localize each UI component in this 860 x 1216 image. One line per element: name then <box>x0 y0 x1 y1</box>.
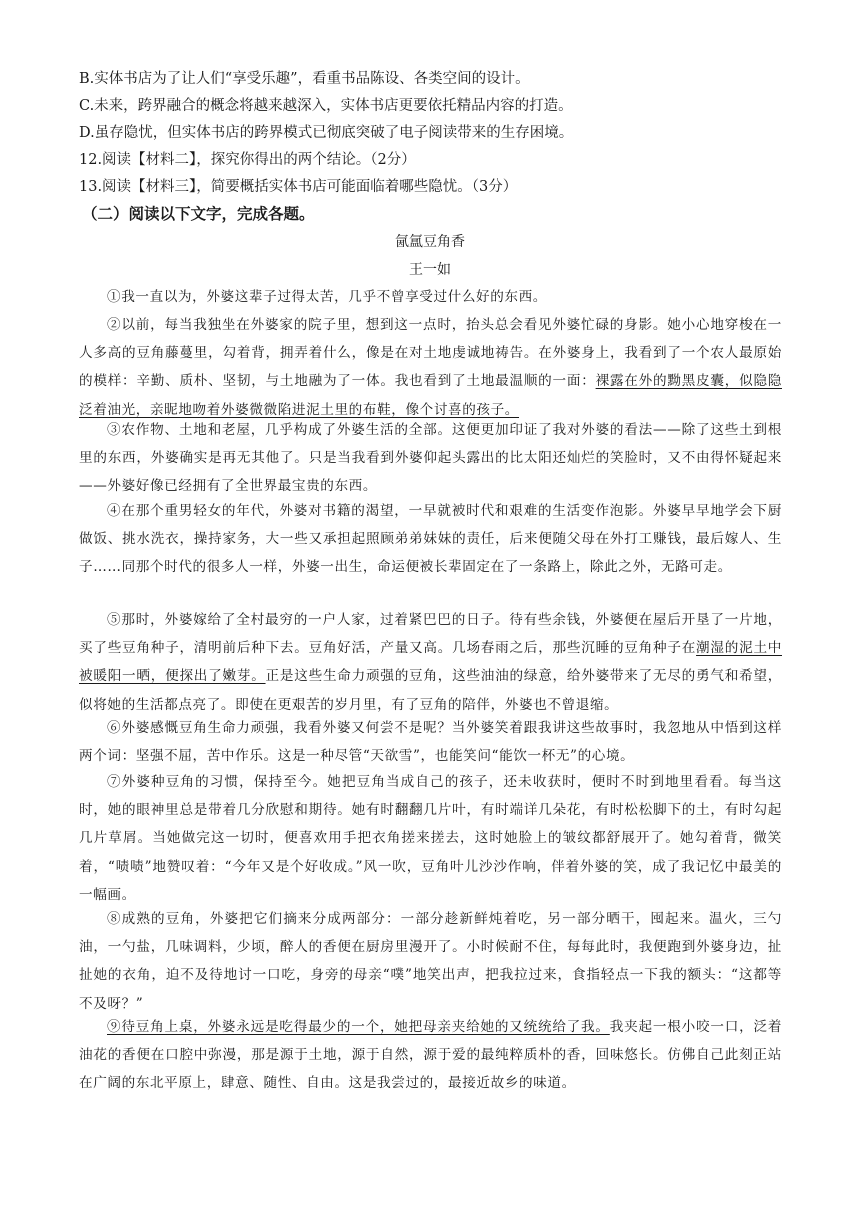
paragraph-2 <box>79 311 782 424</box>
paragraph-3: ③农作物、土地和老屋，几乎构成了外婆生活的全部。这便更加印证了我对外婆的看法——除了这些土到根里的东西，外婆确实是再无其他了。只是当我看到外婆仰起头露出的比太阳还灿烂的笑脸时，又不由得怀疑起来——外婆好像已经拥有了全世界最宝贵的东西。 <box>79 422 782 495</box>
paragraph-5-underlined: 潮湿的泥土中被暖阳一晒，便探出了嫩芽。 <box>79 640 782 685</box>
paragraph-6: ⑥外婆感慨豆角生命力顽强，我看外婆又何尝不是呢？当外婆笑着跟我讲这些故事时，我忽地从中悟到这样两个词：坚强不屈，苦中作乐。这是一种尽管“天欲雪”，也能笑问“能饮一杯无”的心境。 <box>79 720 782 765</box>
paragraph-9-text: 我夹起一根小咬一口，泛着油花的香便在口腔中弥漫，那是源于土地，源于自然，源于爱的最纯粹质朴的香，回味悠长。仿佛自己此刻正站在广阔的东北平原上，肆意、随性、自由。这是我尝过的，最接近故乡的味道。 <box>79 1019 783 1092</box>
article-title: 氤氲豆角香 <box>395 234 465 250</box>
option-d: D.虽存隐忧，但实体书店的跨界模式已彻底突破了电子阅读带来的生存困境。 <box>79 125 574 141</box>
section-heading: （二）阅读以下文字，完成各题。 <box>82 205 315 223</box>
paragraph-5-text-b: 正是这些生命力顽强的豆角，这些油油的绿意，给外婆带来了无尽的勇气和希望，似将她的生活都点亮了。即使在更艰苦的岁月里，有了豆角的陪伴，外婆也不曾退缩。 <box>79 668 782 713</box>
paragraph-9 <box>79 1013 782 1098</box>
paragraph-9-underlined: ⑨待豆角上桌，外婆永远是吃得最少的一个，她把母亲夹给她的又统统给了我。 <box>107 1019 610 1035</box>
option-c: C.未来，跨界融合的概念将越来越深入，实体书店更要依托精品内容的打造。 <box>79 98 573 114</box>
paragraph-5-text-a: ⑤那时，外婆嫁给了全村最穷的一户人家，过着紧巴巴的日子。待有些余钱，外婆便在屋后开垦了一片地，买了些豆角种子，清明前后种下去。豆角好活，产量又高。几场春雨之后，那些沉睡的豆角种子在 <box>79 612 782 657</box>
paragraph-7: ⑦外婆种豆角的习惯，保持至今。她把豆角当成自己的孩子，还未收获时，便时不时到地里看看。每当这时，她的眼神里总是带着几分欣慰和期待。她有时翻翻几片叶，有时端详几朵花，有时松松脚下的土，有时勾起几片草屑。当她做完这一切时，便喜欢用手把衣角搓来搓去，这时她脸上的皱纹都舒展开了。她勾着背，微笑着，“啧啧”地赞叹着：“今年又是个好收成。”风一吹，豆角叶儿沙沙作响，伴着外婆的笑，成了我记忆中最美的一幅画。 <box>79 774 782 903</box>
paragraph-4: ④在那个重男轻女的年代，外婆对书籍的渴望，一早就被时代和艰难的生活变作泡影。外婆早早地学会下厨做饭、挑水洗衣，操持家务，大一些又承担起照顾弟弟妹妹的责任，后来便随父母在外打工赚钱，最后嫁人、生子……同那个时代的很多人一样，外婆一出生，命运便被长辈固定在了一条路上，除此之外，无路可走。 <box>79 503 782 576</box>
article-author: 王一如 <box>409 262 451 278</box>
paragraph-5 <box>79 606 782 719</box>
paragraph-2-text: ②以前，每当我独坐在外婆家的院子里，想到这一点时，抬头总会看见外婆忙碌的身影。她小心地穿梭在一人多高的豆角藤蔓里，勾着背，拥弄着什么，像是在对土地虔诚地祷告。在外婆身上，我看到了一个农人最原始的模样：辛勤、质朴、坚韧，与土地融为了一体。我也看到了土地最温顺的一面： <box>79 317 782 390</box>
option-b: B.实体书店为了让人们“享受乐趣”，看重书品陈设、各类空间的设计。 <box>79 71 530 87</box>
paragraph-8: ⑧成熟的豆角，外婆把它们摘来分成两部分：一部分趁新鲜炖着吃，另一部分晒干，囤起来。温火，三勺油，一勺盐，几味调料，少顷，醉人的香便在厨房里漫开了。小时候耐不住，每每此时，我便跑到外婆身边，扯扯她的衣角，迫不及待地讨一口吃，身旁的母亲“噗”地笑出声，把我拉过来，食指轻点一下我的额头：“这都等不及呀？” <box>79 911 782 1012</box>
paragraph-2-underlined: 裸露在外的黝黑皮囊，似隐隐泛着油光，亲昵地吻着外婆微微陷进泥土里的布鞋，像个讨喜的孩子。 <box>79 373 782 418</box>
question-12: 12.阅读【材料二】，探究你得出的两个结论。（2分） <box>79 152 416 168</box>
question-13: 13.阅读【材料三】，简要概括实体书店可能面临着哪些隐忧。（3分） <box>79 179 518 195</box>
paragraph-1: ①我一直以为，外婆这辈子过得太苦，几乎不曾享受过什么好的东西。 <box>107 289 548 305</box>
